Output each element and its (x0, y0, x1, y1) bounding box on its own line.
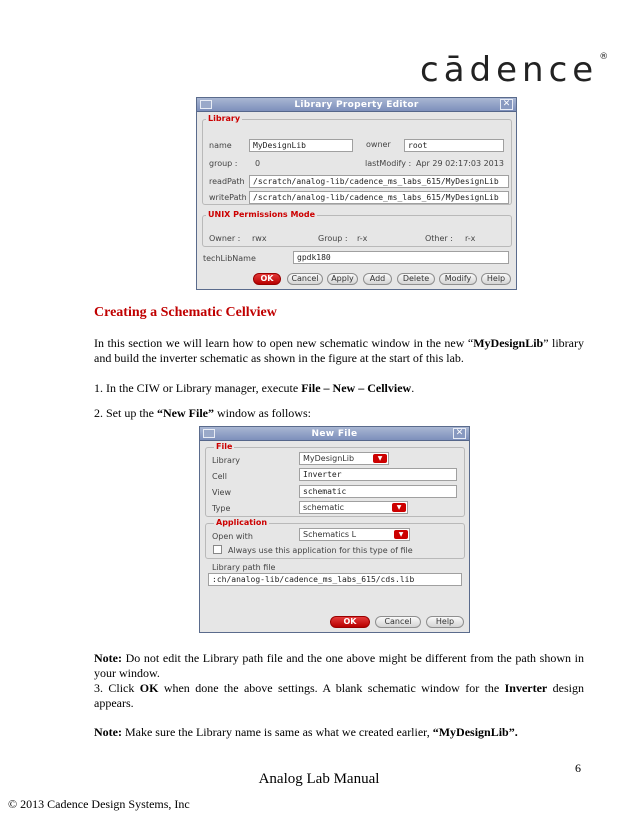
view-field[interactable]: schematic (299, 485, 457, 498)
owner-field[interactable]: root (404, 139, 504, 152)
logo-text: cādence (420, 50, 599, 90)
note-library-name (94, 725, 584, 740)
cadence-logo (420, 50, 609, 90)
intro-lib-name: MyDesignLib (473, 336, 544, 350)
cancel-button[interactable]: Cancel (287, 273, 323, 285)
other-perm-label: Other : (425, 234, 453, 243)
always-use-label: Always use this application for this type of file (228, 546, 413, 555)
type-select[interactable] (299, 501, 408, 514)
dialog-title: Library Property Editor (294, 100, 419, 110)
copyright: © 2013 Cadence Design Systems, Inc (8, 797, 190, 811)
step-3-text-e: design appears. (94, 681, 584, 710)
techlib-field[interactable]: gpdk180 (293, 251, 509, 264)
note-2-text: Make sure the Library name is same as what we created earlier, (121, 725, 433, 739)
section-heading: Creating a Schematic Cellview (94, 305, 277, 320)
intro-text-a: In this section we will learn how to open new schematic window in the new “ (94, 336, 474, 350)
writepath-field[interactable]: /scratch/analog-lib/cadence_ms_labs_615/MyDesignLib (249, 191, 509, 204)
note-2-lib-name: “MyDesignLib”. (432, 725, 518, 739)
group-perm-label: Group : (318, 234, 348, 243)
apply-button[interactable]: Apply (327, 273, 358, 285)
step-3-text-c: when done the above settings. A blank schematic window for the (158, 681, 505, 695)
owner-perm-value: rwx (252, 234, 267, 243)
ok-button[interactable]: OK (330, 616, 370, 628)
techlib-label: techLibName (203, 254, 256, 263)
step-2 (94, 406, 584, 421)
manual-title: Analog Lab Manual (258, 771, 380, 787)
lastmodify-label: lastModify : (365, 159, 412, 168)
add-button[interactable]: Add (363, 273, 392, 285)
open-with-label: Open with (212, 532, 253, 541)
dialog-title: New File (311, 429, 358, 439)
close-icon[interactable]: ✕ (500, 99, 513, 110)
step-2-window-name: “New File” (157, 406, 214, 420)
cell-field[interactable]: Inverter (299, 468, 457, 481)
name-label: name (209, 141, 232, 150)
step-2-text-a: 2. Set up the (94, 406, 157, 420)
delete-button[interactable]: Delete (397, 273, 435, 285)
library-path-label: Library path file (212, 563, 276, 572)
note-1-text: Do not edit the Library path file and the one above might be different from the path shown in your window. (94, 651, 584, 680)
note-library-path (94, 651, 584, 681)
note-2-label: Note: (94, 725, 122, 739)
library-select[interactable] (299, 452, 389, 465)
help-button[interactable]: Help (426, 616, 464, 628)
group-label: group : (209, 159, 238, 168)
title-bar[interactable] (197, 98, 516, 112)
library-property-editor-dialog (196, 97, 517, 290)
chevron-down-icon[interactable]: ▼ (373, 454, 387, 463)
step-1-menu-path: File – New – Cellview (301, 381, 412, 395)
intro-paragraph (94, 336, 584, 366)
type-label: Type (212, 504, 231, 513)
group-value: 0 (255, 159, 261, 168)
library-label: Library (212, 456, 240, 465)
other-perm-value: r-x (465, 234, 476, 243)
step-3-design-name: Inverter (504, 681, 548, 695)
new-file-dialog (199, 426, 470, 633)
open-with-select[interactable] (299, 528, 410, 541)
readpath-field[interactable]: /scratch/analog-lib/cadence_ms_labs_615/MyDesignLib (249, 175, 509, 188)
readpath-label: readPath (209, 177, 245, 186)
close-icon[interactable]: ✕ (453, 428, 466, 439)
step-1-text-c: . (411, 381, 415, 395)
step-1 (94, 381, 584, 396)
always-use-checkbox[interactable] (213, 545, 222, 554)
chevron-down-icon[interactable]: ▼ (392, 503, 406, 512)
cell-label: Cell (212, 472, 227, 481)
library-select-value: MyDesignLib (303, 454, 355, 463)
ok-button[interactable]: OK (253, 273, 281, 285)
page-number: 6 (575, 761, 581, 775)
lastmodify-value: Apr 29 02:17:03 2013 (416, 159, 504, 168)
view-label: View (212, 488, 231, 497)
note-1-label: Note: (94, 651, 122, 665)
application-group-title: Application (216, 518, 268, 527)
group-perm-value: r-x (357, 234, 368, 243)
step-1-text-a: 1. In the CIW or Library manager, execute (94, 381, 302, 395)
step-3 (94, 681, 584, 711)
step-3-ok: OK (139, 681, 159, 695)
intro-text-c: ” library and build the inverter schematic as shown in the figure at the start of this lab. (94, 336, 584, 365)
help-button[interactable]: Help (481, 273, 511, 285)
cancel-button[interactable]: Cancel (375, 616, 421, 628)
registered-mark: ® (599, 52, 609, 62)
step-2-text-c: window as follows: (213, 406, 311, 420)
title-bar[interactable] (200, 427, 469, 441)
unix-permissions-title: UNIX Permissions Mode (208, 210, 316, 219)
type-select-value: schematic (303, 503, 345, 512)
library-path-field[interactable]: :ch/analog-lib/cadence_ms_labs_615/cds.lib (208, 573, 462, 586)
writepath-label: writePath (209, 193, 247, 202)
open-with-select-value: Schematics L (303, 530, 357, 539)
modify-button[interactable]: Modify (439, 273, 477, 285)
name-field[interactable]: MyDesignLib (249, 139, 353, 152)
owner-perm-label: Owner : (209, 234, 241, 243)
file-group-title: File (216, 442, 233, 451)
step-3-text-a: 3. Click (94, 681, 140, 695)
owner-label: owner (366, 140, 391, 149)
library-group-title: Library (208, 114, 241, 123)
chevron-down-icon[interactable]: ▼ (394, 530, 408, 539)
